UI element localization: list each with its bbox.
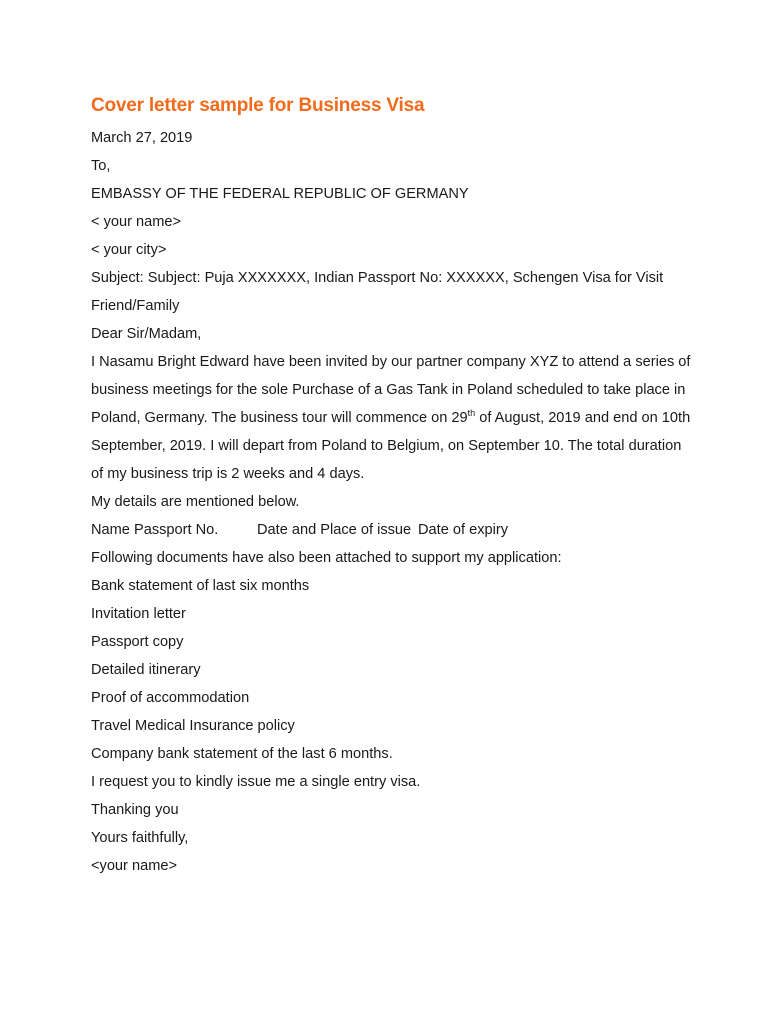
details-headers	[91, 516, 711, 544]
document-list-item: Passport copy	[91, 634, 184, 650]
documents-intro: Following documents have also been attached to support my application:	[91, 550, 562, 566]
sender-city-placeholder: < your city>	[91, 242, 167, 258]
recipient-to: To,	[91, 158, 111, 174]
details-intro: My details are mentioned below.	[91, 494, 300, 510]
document-list-item: Invitation letter	[91, 606, 186, 622]
salutation: Dear Sir/Madam,	[91, 326, 202, 342]
subject-line-2: Friend/Family	[91, 298, 180, 314]
sender-name-placeholder: < your name>	[91, 214, 182, 230]
body-paragraph	[91, 348, 691, 488]
visa-request: I request you to kindly issue me a single entry visa.	[91, 774, 421, 790]
document-list-item: Company bank statement of the last 6 months.	[91, 746, 393, 762]
header-name-passport: Name Passport No.	[91, 522, 219, 538]
letter-date: March 27, 2019	[91, 130, 193, 146]
body-text-part2: of August, 2019 and end on 10th September, 2019. I will depart from Poland to Belgium, on September 10. The total duration of my business trip is 2 weeks and 4 days.	[91, 410, 691, 482]
document-list-item: Detailed itinerary	[91, 662, 201, 678]
header-date-expiry: Date of expiry	[418, 522, 509, 538]
body-superscript: th	[467, 408, 476, 419]
document-list-item: Bank statement of last six months	[91, 578, 310, 594]
body-text-part1: I Nasamu Bright Edward have been invited by our partner company XYZ to attend a series of business meetings for the sole Purchase of a Gas Tank in Poland scheduled to take place in Poland, Germany. The business tour will commence on 29	[91, 354, 691, 426]
document-list-item: Travel Medical Insurance policy	[91, 718, 295, 734]
document-title: Cover letter sample for Business Visa	[91, 95, 425, 116]
thanks-line: Thanking you	[91, 802, 179, 818]
closing-line: Yours faithfully,	[91, 830, 189, 846]
header-date-place-issue: Date and Place of issue	[257, 522, 412, 538]
signature-placeholder: <your name>	[91, 858, 177, 874]
document-list-item: Proof of accommodation	[91, 690, 250, 706]
recipient-embassy: EMBASSY OF THE FEDERAL REPUBLIC OF GERMANY	[91, 186, 469, 202]
subject-line-1: Subject: Subject: Puja XXXXXXX, Indian Passport No: XXXXXX, Schengen Visa for Visit	[91, 270, 664, 286]
letter-content	[91, 94, 711, 880]
